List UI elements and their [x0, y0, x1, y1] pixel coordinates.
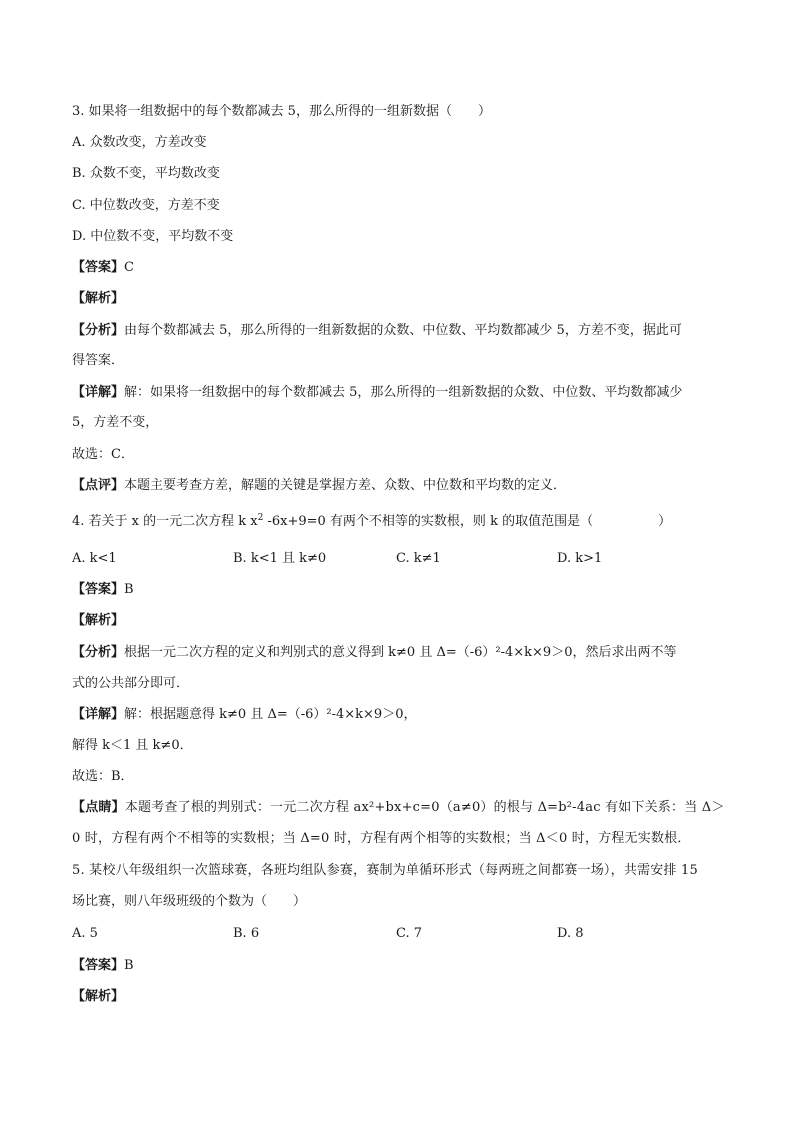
q3-fenxi-line-1: [72, 322, 682, 340]
q5-option-a: A. 5: [72, 926, 98, 941]
q4-answer: [72, 581, 134, 599]
q4-stem-part-b: -6x+9=0 有两个不相等的实数根，则 k 的取值范围是（ ）: [263, 514, 672, 529]
q5-stem-line-1: 5. 某校八年级组织一次篮球赛，各班均组队参赛，赛制为单循环形式（每两班之间都赛一场），共需安排 15: [72, 863, 698, 878]
q3-xiangjie-line-1: [72, 384, 682, 402]
dianjing-text: 本题考查了根的判别式：一元二次方程 ax²+bx+c=0（a≠0）的根与 Δ=b²-4ac 有如下关系：当 Δ＞: [124, 800, 725, 815]
answer-value: B: [124, 582, 134, 597]
q4-option-a: A. k<1: [72, 551, 117, 566]
answer-value: B: [124, 958, 134, 973]
q3-xiangjie-line-2: 5，方差不变，: [72, 415, 159, 430]
analysis-tag: 【解析】: [72, 291, 125, 306]
fenxi-tag: 【分析】: [72, 323, 125, 338]
q3-guxuan: 故选：C．: [72, 447, 134, 462]
q3-option-a: A. 众数改变，方差改变: [72, 135, 207, 150]
q4-dianjing-line-1: [72, 799, 725, 817]
fenxi-text: 根据一元二次方程的定义和判别式的意义得到 k≠0 且 Δ=（-6）²-4×k×9＞0，然后求出两不等: [124, 645, 677, 660]
answer-tag: 【答案】: [72, 958, 125, 973]
q4-option-d: D. k>1: [557, 551, 603, 566]
q3-option-b: B. 众数不变，平均数改变: [72, 166, 220, 181]
q3-dianping: [72, 477, 566, 495]
q5-option-c: C. 7: [396, 926, 423, 941]
xiangjie-text: 解：如果将一组数据中的每个数都减去 5，那么所得的一组新数据的众数、中位数、平均数都减少: [124, 385, 683, 400]
q5-option-d: D. 8: [557, 926, 584, 941]
xiangjie-tag: 【详解】: [72, 385, 125, 400]
q4-option-c: C. k≠1: [396, 551, 441, 566]
xiangjie-text: 解：根据题意得 k≠0 且 Δ=（-6）²-4×k×9＞0，: [124, 707, 417, 722]
xiangjie-tag: 【详解】: [72, 707, 125, 722]
q3-option-c: C. 中位数改变，方差不变: [72, 198, 220, 213]
q4-fenxi-line-2: 式的公共部分即可．: [72, 676, 190, 691]
q3-stem: 3. 如果将一组数据中的每个数都减去 5，那么所得的一组新数据（ ）: [72, 104, 491, 119]
q5-stem-line-2: 场比赛，则八年级班级的个数为（ ）: [72, 894, 307, 909]
q3-answer: [72, 259, 134, 277]
answer-tag: 【答案】: [72, 260, 125, 275]
answer-value: C: [124, 260, 134, 275]
q4-guxuan: 故选：B．: [72, 769, 134, 784]
analysis-tag: 【解析】: [72, 989, 125, 1004]
analysis-tag: 【解析】: [72, 613, 125, 628]
dianping-tag: 【点评】: [72, 478, 125, 493]
fenxi-tag: 【分析】: [72, 645, 125, 660]
fenxi-text: 由每个数都减去 5，那么所得的一组新数据的众数、中位数、平均数都减少 5，方差不变，据此可: [124, 323, 682, 338]
dianjing-tag: 【点睛】: [72, 800, 125, 815]
answer-tag: 【答案】: [72, 582, 125, 597]
q4-fenxi-line-1: [72, 644, 676, 662]
q4-analysis-heading: [72, 612, 124, 630]
q4-stem-part-a: 4. 若关于 x 的一元二次方程 k x: [72, 514, 258, 529]
q3-analysis-heading: [72, 290, 124, 308]
q4-stem-exponent: 2: [257, 513, 264, 523]
q4-xiangjie-line-2: 解得 k＜1 且 k≠0．: [72, 738, 193, 753]
q4-stem: [72, 513, 671, 531]
q3-fenxi-line-2: 得答案．: [72, 353, 125, 368]
q3-option-d: D. 中位数不变，平均数不变: [72, 229, 234, 244]
q4-option-b: B. k<1 且 k≠0: [233, 551, 327, 566]
q4-dianjing-line-2: 0 时，方程有两个不相等的实数根；当 Δ=0 时，方程有两个相等的实数根；当 Δ＜0 时，方程无实数根．: [72, 831, 691, 846]
q5-option-b: B. 6: [233, 926, 260, 941]
dianping-text: 本题主要考查方差，解题的关键是掌握方差、众数、中位数和平均数的定义．: [124, 478, 567, 493]
q5-analysis-heading: [72, 988, 124, 1006]
q5-answer: [72, 957, 134, 975]
q4-xiangjie-line-1: [72, 706, 416, 724]
